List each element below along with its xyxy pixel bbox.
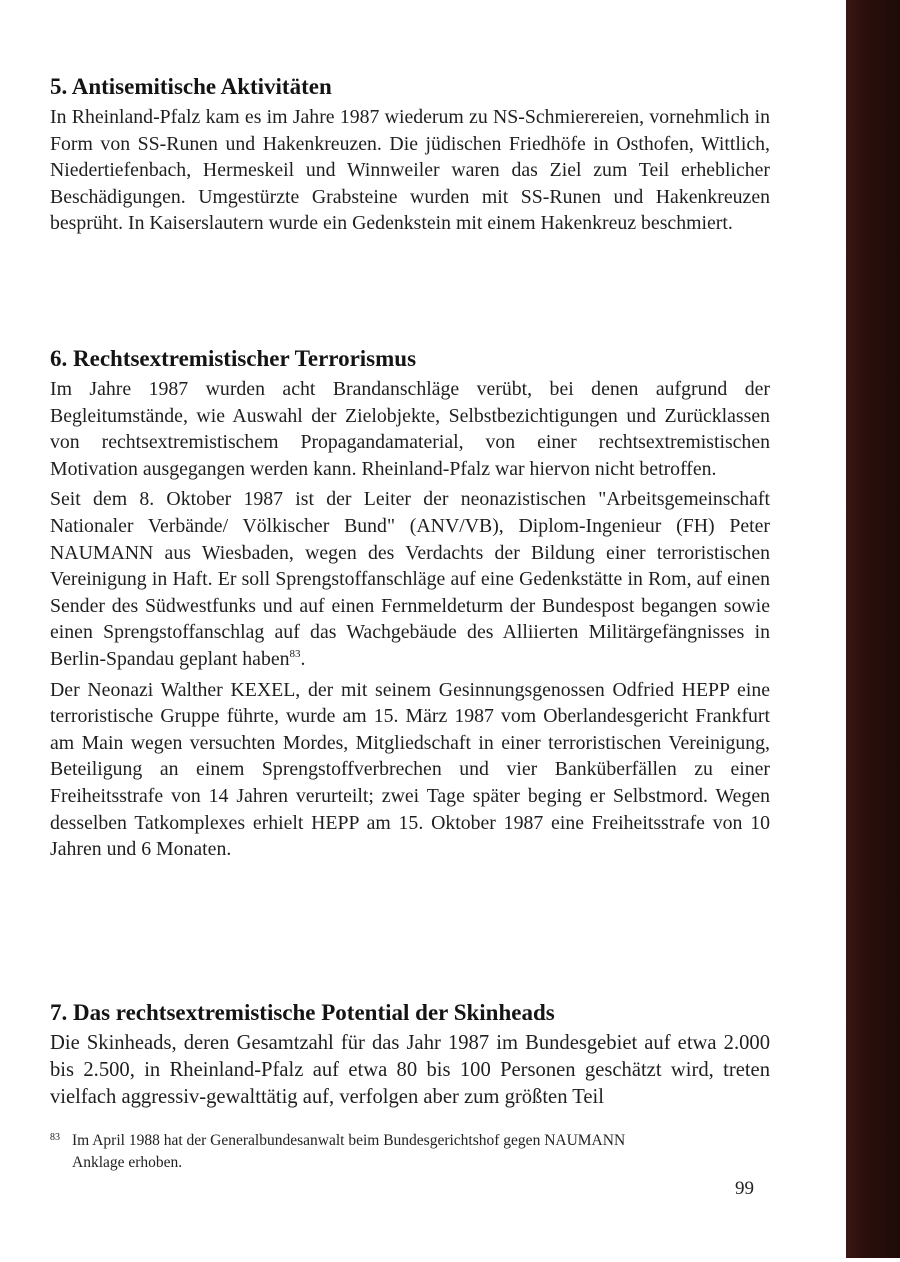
section-heading: 5. Antisemitische Aktivitäten	[50, 74, 332, 99]
section-antisemitische-aktivitaeten	[50, 70, 770, 237]
section-skinheads-potential	[50, 996, 770, 1111]
paragraph: In Rheinland-Pfalz kam es im Jahre 1987 wiederum zu NS-Schmierereien, vornehmlich in Form von SS-Runen und Hakenkreuzen. Die jüdischen Friedhöfe in Osthofen, Wittlich, Niedertiefenbach, Hermeskeil und Winnweiler waren das Ziel zum Teil erheblicher Beschädigungen. Umgestürzte Grabsteine wurden mit SS-Runen und Hakenkreuzen besprüht. In Kaiserslautern wurde ein Gedenkstein mit einem Hakenkreuz beschmiert.	[50, 106, 770, 235]
sentence-end: .	[300, 647, 306, 670]
footnote-line-2: Anklage erhoben.	[72, 1154, 183, 1171]
footnote	[50, 1127, 770, 1174]
page-number: 99	[735, 1178, 754, 1199]
footnote-marker: 83	[50, 1132, 60, 1143]
book-spine-edge	[846, 0, 900, 1258]
footnote-reference: 83	[289, 647, 301, 660]
paragraph-naumann	[50, 486, 770, 672]
paragraph: Im Jahre 1987 wurden acht Brandanschläge verübt, bei denen aufgrund der Begleitumstände, wie Auswahl der Zielobjekte, Selbstbezichtigungen und Zurücklassen von rechtsextremistischem Propagandamaterial, von einer rechtsextremistischen Motivation ausgegangen werden kann. Rheinland-Pfalz war hiervon nicht betroffen.	[50, 378, 770, 480]
paragraph: Die Skinheads, deren Gesamtzahl für das Jahr 1987 im Bundesgebiet auf etwa 2.000 bis 2.500, in Rheinland-Pfalz auf etwa 80 bis 100 Personen geschätzt wird, treten vielfach aggressiv-gewalttätig auf, verfolgen aber zum größten Teil	[50, 1032, 770, 1108]
paragraph-text: Seit dem 8. Oktober 1987 ist der Leiter der neonazistischen "Arbeitsgemeinschaft Nationaler Verbände/ Völkischer Bund" (ANV/VB), Diplom-Ingenieur (FH) Peter NAUMANN aus Wiesbaden, wegen des Verdachts der Bildung einer terroristischen Vereinigung in Haft. Er soll Sprengstoffanschläge auf eine Gedenkstätte in Rom, auf einen Sender des Südwestfunks und auf einen Fernmeldeturm der Bundespost begangen sowie einen Sprengstoffanschlag auf das Wachgebäude des Alliierten Militärgefängnisses in Berlin-Spandau geplant haben	[50, 488, 770, 670]
section-heading: 7. Das rechtsextremistische Potential der Skinheads	[50, 1000, 555, 1025]
section-rechtsextremistischer-terrorismus	[50, 342, 770, 863]
paragraph: Der Neonazi Walther KEXEL, der mit seinem Gesinnungsgenossen Odfried HEPP eine terroristische Gruppe führte, wurde am 15. März 1987 vom Oberlandesgericht Frankfurt am Main wegen versuchten Mordes, Mitgliedschaft in einer terroristischen Vereinigung, Beteiligung an einem Sprengstoffverbrechen und vier Banküberfällen zu einer Freiheitsstrafe von 14 Jahren verurteilt; zwei Tage später beging er Selbstmord. Wegen desselben Tatkomplexes erhielt HEPP am 15. Oktober 1987 eine Freiheitsstrafe von 10 Jahren und 6 Monaten.	[50, 678, 770, 861]
section-heading: 6. Rechtsextremistischer Terrorismus	[50, 346, 417, 371]
footnote-line-1: Im April 1988 hat der Generalbundesanwalt beim Bundesgerichtshof gegen NAUMANN	[72, 1132, 626, 1149]
